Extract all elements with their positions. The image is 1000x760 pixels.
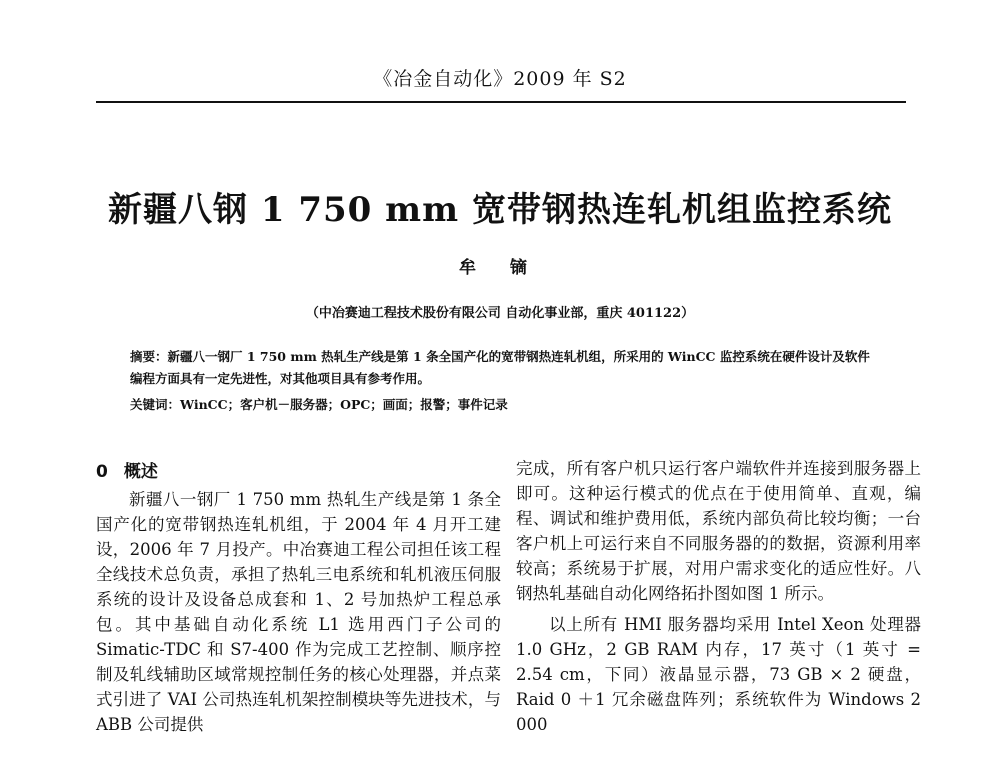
header-rule [96,101,906,103]
right-column [516,456,921,737]
left-column [96,460,501,737]
body-paragraph: 新疆八一钢厂 1 750 mm 热轧生产线是第 1 条全国产化的宽带钢热连轧机组，于 2004 年 4 月开工建设，2006 年 7 月投产。中冶赛迪工程公司担任该工程全线技术总负责，承担了热轧三电系统和轧机液压伺服系统的设计及设备总成套和 1、2 号加热炉工程总承包。其中基础自动化系统 L1 选用西门子公司的 Simatic-TDC 和 S7-400 作为完成工艺控制、顺序控制及轧线辅助区域常规控制任务的核心处理器，并点菜式引进了 VAI 公司热连轧机架控制模块等先进技术，与 ABB 公司提供 [96,490,501,734]
section-heading [96,460,501,485]
body-paragraph: 完成，所有客户机只运行客户端软件并连接到服务器上即可。这种运行模式的优点在于使用简单、直观，编程、调试和维护费用低，系统内部负荷比较均衡；一台客户机上可运行来自不同服务器的的数据，资源利用率较高；系统易于扩展，对用户需求变化的适应性好。八钢热轧基础自动化网络拓扑图如图 1 所示。 [516,459,921,603]
keywords-text: WinCC；客户机－服务器；OPC；画面；报警；事件记录 [180,397,508,412]
keywords-line [130,394,875,416]
paper-title: 新疆八钢 1 750 mm 宽带钢热连轧机组监控系统 [108,190,892,230]
paper-author: 牟 镝 [459,258,541,278]
abstract-line [130,346,875,390]
section-number: 0 [96,462,108,482]
body-paragraph: 以上所有 HMI 服务器均采用 Intel Xeon 处理器 1.0 GHz，2 GB RAM 内存，17 英寸（1 英寸 = 2.54 cm，下同）液晶显示器，73 GB × 2 硬盘，Raid 0 ＋1 冗余磁盘阵列；系统软件为 Windows 2 000 [516,615,921,734]
section-title: 概述 [123,462,158,482]
paper-affiliation: （中冶赛迪工程技术股份有限公司 自动化事业部，重庆 401122） [305,306,695,321]
abstract-text: 新疆八一钢厂 1 750 mm 热轧生产线是第 1 条全国产化的宽带钢热连轧机组，所采用的 WinCC 监控系统在硬件设计及软件编程方面具有一定先进性，对其他项目具有参考作用。 [130,349,870,386]
abstract-label: 摘要： [130,349,168,364]
journal-header: 《冶金自动化》2009 年 S2 [373,68,627,90]
keywords-label: 关键词： [130,397,181,412]
abstract-block [130,346,875,416]
